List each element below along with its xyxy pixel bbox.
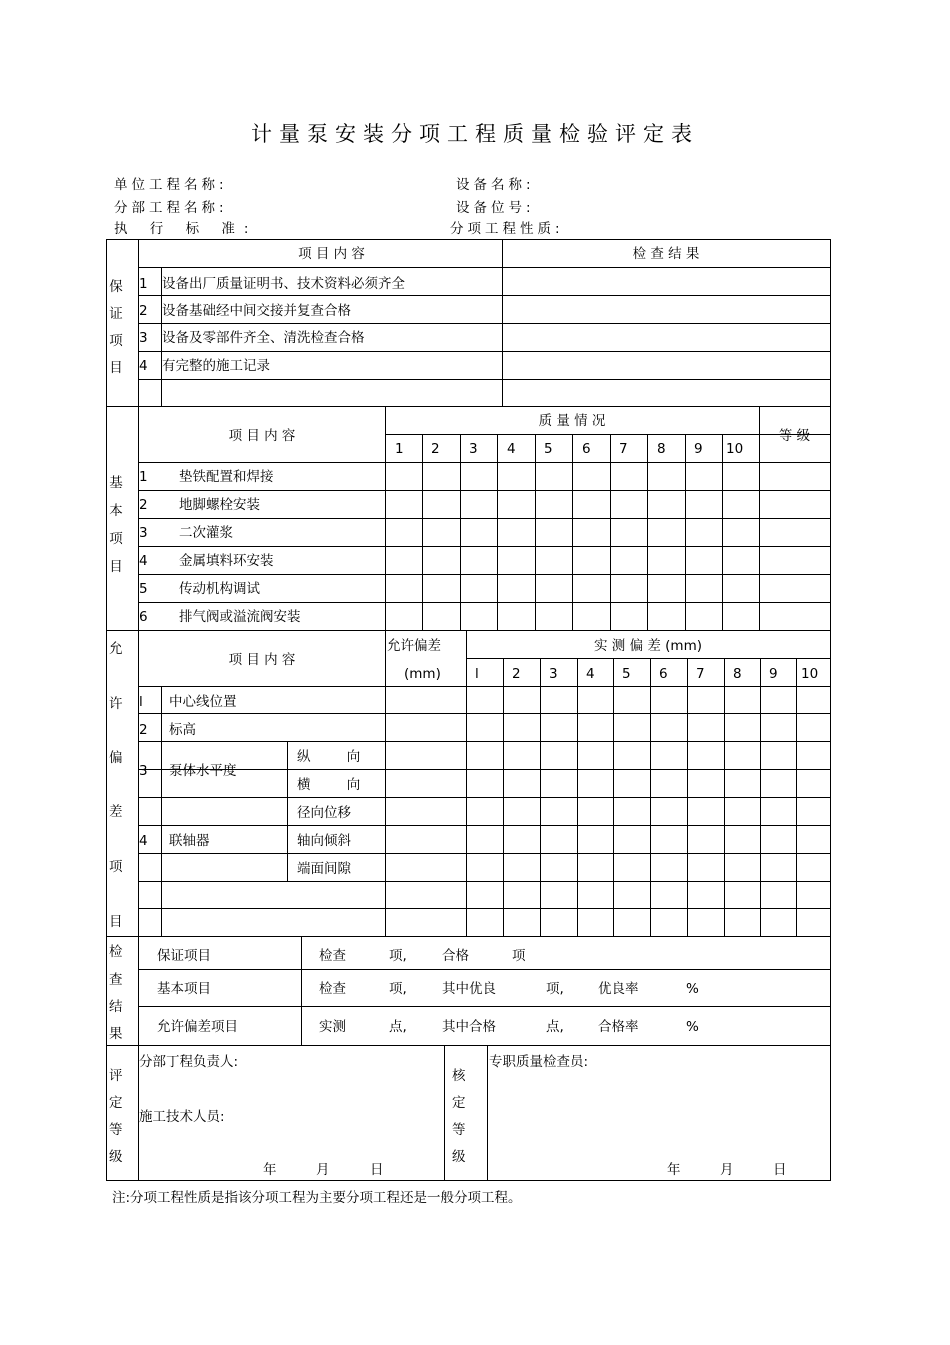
- grid-line: [385, 406, 386, 631]
- verify-char: 核: [452, 1068, 466, 1084]
- technician-label: 施工技术人员:: [139, 1109, 225, 1125]
- basic-item-no: 4: [139, 553, 148, 569]
- grid-line: [466, 630, 467, 937]
- basic-item-text: 排气阀或溢流阀安装: [179, 609, 301, 625]
- allow-side-char: 许: [109, 696, 123, 712]
- basic-item-text: 地脚螺栓安装: [179, 497, 260, 513]
- grid-line: [422, 434, 423, 631]
- check-field: 优良率: [598, 981, 639, 997]
- basic-num: 6: [582, 441, 591, 457]
- basic-num: 4: [507, 441, 516, 457]
- allow-tolerance-unit: (mm): [404, 666, 441, 682]
- date-day: 日: [773, 1162, 787, 1178]
- allow-side-char: 项: [109, 859, 123, 875]
- grid-line: [724, 658, 725, 937]
- grid-line: [138, 462, 831, 463]
- basic-num: 1: [395, 441, 404, 457]
- check-field: 项: [512, 948, 526, 964]
- grid-line: [161, 686, 162, 937]
- grid-line: [647, 434, 648, 631]
- allow-side-char: 差: [109, 804, 123, 820]
- grid-line: [138, 713, 831, 714]
- allow-side-char: 目: [109, 914, 123, 930]
- grid-line: [106, 239, 831, 240]
- guarantee-item-text: 设备基础经中间交接并复查合格: [162, 303, 351, 319]
- grid-line: [138, 518, 831, 519]
- allow-num: 10: [801, 666, 819, 682]
- grid-line: [138, 1006, 831, 1007]
- grid-line: [138, 969, 831, 970]
- guarantee-item-text: 设备及零部件齐全、清洗检查合格: [162, 330, 365, 346]
- basic-item-text: 金属填料环安装: [179, 553, 274, 569]
- allow-item-no: l: [139, 694, 143, 710]
- basic-item-no: 3: [139, 525, 148, 541]
- allow-sub-item: 横 向: [297, 777, 377, 793]
- grid-line: [540, 658, 541, 937]
- grid-line: [577, 658, 578, 937]
- check-field: 其中优良: [442, 981, 496, 997]
- date-month: 月: [316, 1162, 330, 1178]
- allow-sub-item: 端面间隙: [297, 861, 351, 877]
- form-title: 计量泵安装分项工程质量检验评定表: [251, 122, 699, 146]
- allow-num: 7: [696, 666, 705, 682]
- allow-item-text: 联轴器: [169, 833, 210, 849]
- date-month: 月: [720, 1162, 734, 1178]
- allow-item-text: 中心线位置: [169, 694, 237, 710]
- check-row-label: 允许偏差项目: [157, 1019, 238, 1035]
- grid-line: [138, 267, 831, 268]
- check-side-char: 查: [109, 972, 123, 988]
- grid-line: [106, 1180, 831, 1181]
- grid-line: [106, 936, 831, 937]
- grid-line: [138, 323, 831, 324]
- check-field: %: [686, 981, 699, 997]
- grid-line: [722, 434, 723, 631]
- grid-line: [687, 658, 688, 937]
- basic-item-no: 5: [139, 581, 148, 597]
- grid-line: [138, 351, 831, 352]
- basic-num: 10: [726, 441, 744, 457]
- standard-label: 执 行 标 准:: [114, 221, 258, 237]
- grid-line: [138, 574, 831, 575]
- grid-line: [613, 658, 614, 937]
- quality-inspector-label: 专职质量检查员:: [489, 1054, 589, 1070]
- basic-grade-header: 等 级: [778, 428, 811, 444]
- guarantee-side-label: 保证项目: [109, 279, 123, 376]
- grid-line: [138, 908, 831, 909]
- guarantee-item-no: 2: [139, 303, 148, 319]
- grid-line: [685, 434, 686, 631]
- grid-line: [796, 658, 797, 937]
- grid-line: [502, 239, 503, 407]
- basic-num: 9: [694, 441, 703, 457]
- check-field: 其中合格: [442, 1019, 496, 1035]
- check-field: 合格率: [598, 1019, 639, 1035]
- verify-char: 定: [452, 1095, 466, 1111]
- allow-content-header: 项 目 内 容: [228, 652, 296, 668]
- grid-line: [138, 769, 831, 770]
- evaluate-side-char: 级: [109, 1149, 123, 1165]
- grid-line: [138, 379, 831, 380]
- guarantee-item-text: 有完整的施工记录: [162, 358, 270, 374]
- allow-sub-item: 纵 向: [297, 749, 377, 765]
- basic-item-no: 6: [139, 609, 148, 625]
- check-side-char: 果: [109, 1026, 123, 1042]
- grid-line: [610, 434, 611, 631]
- grid-line: [138, 546, 831, 547]
- allow-side-char: 允: [109, 641, 123, 657]
- verify-char: 等: [452, 1122, 466, 1138]
- grid-line: [138, 881, 831, 882]
- check-field: 项,: [389, 981, 407, 997]
- allow-num: 9: [769, 666, 778, 682]
- allow-sub-item: 轴向倾斜: [297, 833, 351, 849]
- basic-content-header: 项 目 内 容: [228, 428, 296, 444]
- check-field: 检查: [319, 981, 346, 997]
- equipment-name-label: 设备名称:: [456, 177, 535, 193]
- allow-tolerance-header: 允许偏差: [387, 638, 441, 654]
- allow-side-char: 偏: [109, 750, 123, 766]
- basic-item-text: 二次灌浆: [179, 525, 233, 541]
- grid-line: [497, 434, 498, 631]
- allow-num: 5: [622, 666, 631, 682]
- basic-item-no: 2: [139, 497, 148, 513]
- grid-line: [138, 630, 139, 937]
- grid-line: [301, 936, 302, 1046]
- basic-num: 8: [657, 441, 666, 457]
- evaluate-side-char: 定: [109, 1095, 123, 1111]
- grid-line: [138, 686, 831, 687]
- grid-line: [138, 239, 139, 407]
- grid-line: [487, 1045, 488, 1181]
- check-field: 合格: [442, 948, 469, 964]
- footnote: 注:分项工程性质是指该分项工程为主要分项工程还是一般分项工程。: [112, 1190, 522, 1206]
- check-field: %: [686, 1019, 699, 1035]
- grid-line: [106, 406, 831, 407]
- allow-item-text: 泵体水平度: [169, 763, 237, 779]
- allow-num: 4: [586, 666, 595, 682]
- basic-num: 3: [469, 441, 478, 457]
- grid-line: [106, 239, 107, 1181]
- allow-item-text: 标高: [169, 722, 196, 738]
- allow-num: 3: [549, 666, 558, 682]
- basic-quality-header: 质 量 情 况: [538, 413, 606, 429]
- guarantee-item-no: 3: [139, 330, 148, 346]
- basic-num: 2: [431, 441, 440, 457]
- verify-char: 级: [452, 1149, 466, 1165]
- guarantee-item-text: 设备出厂质量证明书、技术资料必须齐全: [162, 276, 405, 292]
- check-row-label: 基本项目: [157, 981, 211, 997]
- grid-line: [572, 434, 573, 631]
- guarantee-item-no: 4: [139, 358, 148, 374]
- grid-line: [503, 658, 504, 937]
- evaluate-side-char: 评: [109, 1068, 123, 1084]
- grid-line: [106, 1045, 831, 1046]
- grid-line: [138, 797, 831, 798]
- allow-sub-item: 径向位移: [297, 805, 351, 821]
- grid-line: [138, 295, 831, 296]
- equipment-no-label: 设备位号:: [456, 200, 535, 216]
- division-manager-label: 分部丁程负责人:: [139, 1054, 239, 1070]
- grid-line: [385, 630, 386, 937]
- project-nature-label: 分项工程性质:: [450, 221, 564, 237]
- allow-num: 6: [659, 666, 668, 682]
- check-field: 项,: [546, 981, 564, 997]
- grid-line: [444, 1045, 445, 1181]
- grid-line: [138, 825, 831, 826]
- grid-line: [138, 490, 831, 491]
- grid-line: [138, 602, 831, 603]
- allow-item-no: 3: [139, 763, 148, 779]
- evaluate-side-char: 等: [109, 1122, 123, 1138]
- check-field: 项,: [389, 948, 407, 964]
- grid-line: [830, 239, 831, 1181]
- basic-item-text: 传动机构调试: [179, 581, 260, 597]
- allow-num: l: [475, 666, 479, 682]
- grid-line: [466, 658, 831, 659]
- date-year: 年: [667, 1162, 681, 1178]
- allow-num: 2: [512, 666, 521, 682]
- check-field: 实测: [319, 1019, 346, 1035]
- basic-side-label: 基本项目: [109, 475, 123, 575]
- basic-num: 7: [619, 441, 628, 457]
- check-field: 点,: [546, 1019, 564, 1035]
- check-field: 检查: [319, 948, 346, 964]
- allow-item-no: 2: [139, 722, 148, 738]
- check-side-char: 检: [109, 944, 123, 960]
- allow-item-no: 4: [139, 833, 148, 849]
- guarantee-content-header: 项 目 内 容: [298, 246, 365, 262]
- basic-item-text: 垫铁配置和焊接: [179, 469, 274, 485]
- check-field: 点,: [389, 1019, 407, 1035]
- grid-line: [760, 658, 761, 937]
- date-day: 日: [370, 1162, 384, 1178]
- guarantee-item-no: 1: [139, 276, 148, 292]
- grid-line: [287, 741, 288, 882]
- basic-num: 5: [544, 441, 553, 457]
- sub-project-label: 分部工程名称:: [114, 200, 228, 216]
- grid-line: [535, 434, 536, 631]
- check-row-label: 保证项目: [157, 948, 211, 964]
- basic-item-no: 1: [139, 469, 148, 485]
- guarantee-result-header: 检 查 结 果: [632, 246, 700, 262]
- date-year: 年: [263, 1162, 277, 1178]
- grid-line: [138, 741, 831, 742]
- grid-line: [138, 853, 831, 854]
- grid-line: [460, 434, 461, 631]
- allow-num: 8: [733, 666, 742, 682]
- check-side-char: 结: [109, 999, 123, 1015]
- grid-line: [650, 658, 651, 937]
- grid-line: [138, 936, 139, 1046]
- allow-measured-header: 实 测 偏 差 (mm): [594, 638, 702, 654]
- unit-project-label: 单位工程名称:: [114, 177, 228, 193]
